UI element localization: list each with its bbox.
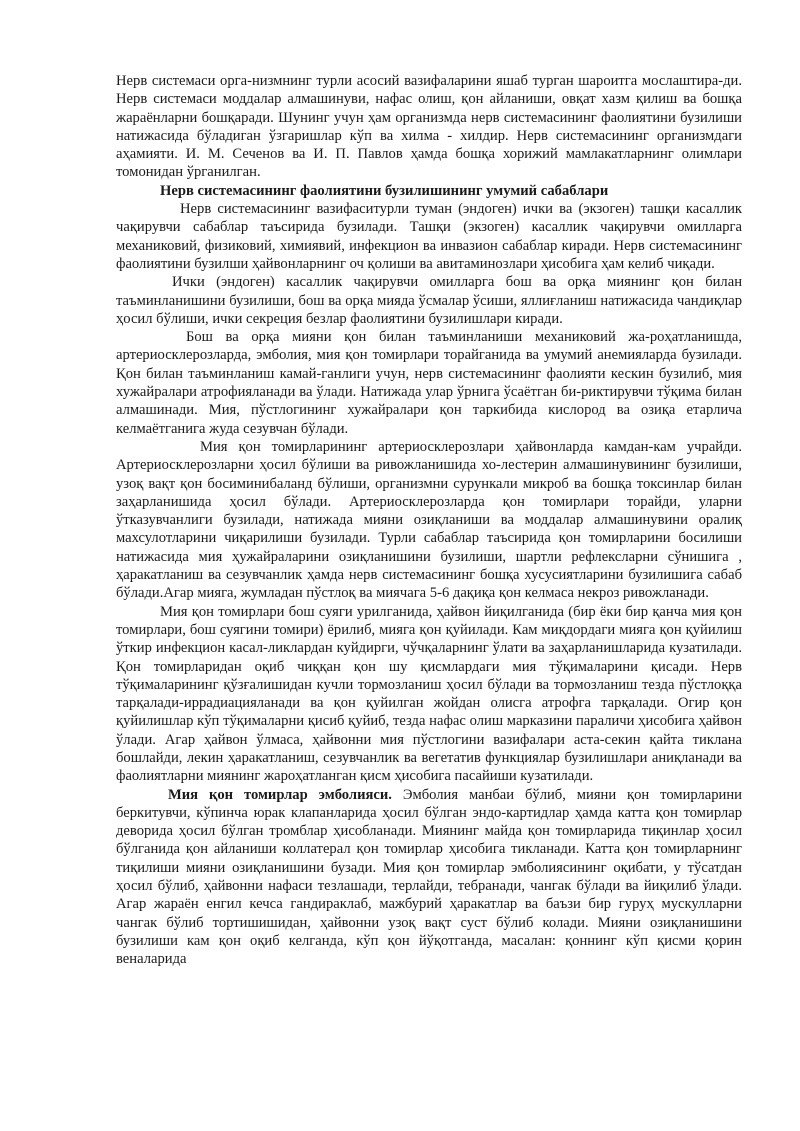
paragraph-arteriosclerosis: Мия қон томирларининг артериосклерозлари ҳайвонларда камдан-кам учрайди. Артериосклерозларни ҳосил бўлиши ва ривожланишида хо-лестерин алмашинувининг бузилиши, узоқ вақт қон босиминибаланд бўлиши, организмни сурункали микроб ва бошқа токсинлар билан заҳарланишида ҳосил бўлади. Артериосклерозларда қон томирлари торайди, уларни ўтказувчанлиги бузилади, натижада мияни озиқланиши ва моддалар алмашинувини оралиқ махсулотларини чиқарилиши бузилади. Турли сабаблар таъсирида қон томирларини босилиши натижасида мия ҳужайраларини озиқланишини бузилиши, шартли рефлексларни сўнишига , ҳаракатланиш ва сезувчанлик ҳамда нерв системасининг бошқа хусусиятларини бузилишига сабаб бўлади.Агар мияга, жумладан пўстлоқ ва миячага 5-6 дақиқа қон келмаса некроз ривожланади. <box>116 438 742 602</box>
paragraph-hemorrhage: Мия қон томирлари бош суяги урилганида, ҳайвон йиқилганида (бир ёки бир қанча мия қон томирлари, бош суягини томири) ёрилиб, мияга қон қуйилади. Кам миқдордаги мияга қон қуйилиш ўткир инфекцион касал-ликлардан куйдирги, чўчқаларнинг ўлати ва заҳарланишларида кузатилади. Қон томирларидан оқиб чиққан қон шу қисмлардаги мия тўқималарини қисади. Нерв тўқималарининг қўзғалишидан кучли тормозланиш ҳосил бўлади ва тормозланиш тезда пўстлоққа тарқалади-иррадиацияланади ва қон қуйилган жойдан олисга атрофга тарқалади. Огир қон қуйилишлар кўп тўқималарни қисиб қуйиб, тезда нафас олиш марказини параличи ҳисобига ҳайвон ўлади. Агар ҳайвон ўлмаса, ҳайвонни мия пўстлогини вазифалари аста-секин қайта тиклана бошлайди, лекин ҳаракатланиш, сезувчанлик ва вегетатив функциялар бузилишлари аниқланади ва фаолиятларни миянинг жароҳатланган қисм ҳисобига пасайиши кузатилади. <box>116 603 742 785</box>
paragraph-embolism <box>116 786 742 969</box>
paragraph-external-causes: Нерв системасининг вазифаситурли туман (эндоген) ички ва (экзоген) ташқи касаллик чақирувчи сабаблар таъсирида бузилади. Ташқи (экзоген) касаллик чақирувчи омилларга механиковий, физиковий, химиявий, инфекцион ва инвазион сабаблар киради. Нерв системасининг фаолиятини бузилши ҳайвонларнинг оч қолиши ва авитаминозлари ҳисобига ҳам келиб чиқади. <box>116 201 742 272</box>
paragraph-internal-causes: Ички (эндоген) касаллик чақирувчи омилларга бош ва орқа миянинг қон билан таъминланишини бузилиши, бош ва орқа мияда ўсмалар ўсиши, яллиғланиш натижасида чандиқлар ҳосил бўлиши, ички секреция безлар фаолиятини бузилишлари киради. <box>116 274 742 327</box>
intro-paragraph: Нерв системаси орга-низмнинг турли асосий вазифаларини яшаб турган шароитга мослаштира-ди. Нерв системаси моддалар алмашинуви, нафас олиш, қон айланиши, овқат хазм қилиш ва бошқа жараёнларни бошқаради. Шунинг учун ҳам организмда нерв системасининг фаолиятини бузилиши натижасида бўладиган ўзгаришлар кўп ва хилма - хилдир. Нерв системасининг организмдаги аҳамияти. И. М. Сеченов ва И. П. Павлов ҳамда бошқа хорижий мамлакатларнинг олимлари томонидан ўрганилган. <box>116 73 742 181</box>
embolism-term: Мия қон томирлар эмболияси. <box>168 786 392 803</box>
section-heading: Нерв системасининг фаолиятини бузилишининг умумий сабаблари <box>160 182 609 199</box>
document-page <box>116 72 742 969</box>
paragraph-blood-supply: Бош ва орқа мияни қон билан таъминланиши механиковий жа-роҳатланишда, артериосклерозларда, эмболия, мия қон томирлари торайганида ва умумий анемияларда бузилади. Қон билан таъминланиш камай-ганлиги учун, нерв системасининг фаолияти кескин бузилиб, мия хужайралари атрофияланади ва ўлади. Натижада улар ўрнига ўсаётган би-риктирувчи тўқима билан алмашинади. Мия, пўстлогининг хужайралари қон таркибида кислород ва озиқа етарлича келмаётганига жуда сезувчан бўлади. <box>116 329 742 437</box>
embolism-text: Эмболия манбаи бўлиб, мияни қон томирларини беркитувчи, кўпинча юрак клапанларида ҳосил бўлган эндо-картидлар ҳамда катта қон томирлар деворида ҳосил бўлган тромблар ҳисобланади. Миянинг майда қон томирларида тиқинлар ҳосил бўлганида қон айланиши коллатерал қон томирлар ҳисобига тикланади. Катта қон томирларнинг тиқилиши мияни озиқланишини бузади. Мия қон томирлар эмболиясининг оқибати, у тўсатдан ҳосил бўлиб, ҳайвонни нафаси тезлашади, терлайди, тебранади, чангак бўлади ва йиқилиб ўлади. Агар жараён енгил кечса гандираклаб, мажбурий ҳаракатлар ва баъзи бир гуруҳ мускулларни чангак бўлиб тортишишидан, ҳайвонни узоқ вақт суст бўлиб колади. Мияни озиқланишини бузилиши кам қон оқиб келганда, кўп қон йўқотганда, масалан: қоннинг кўп қисми қорин веналарида <box>116 786 742 968</box>
